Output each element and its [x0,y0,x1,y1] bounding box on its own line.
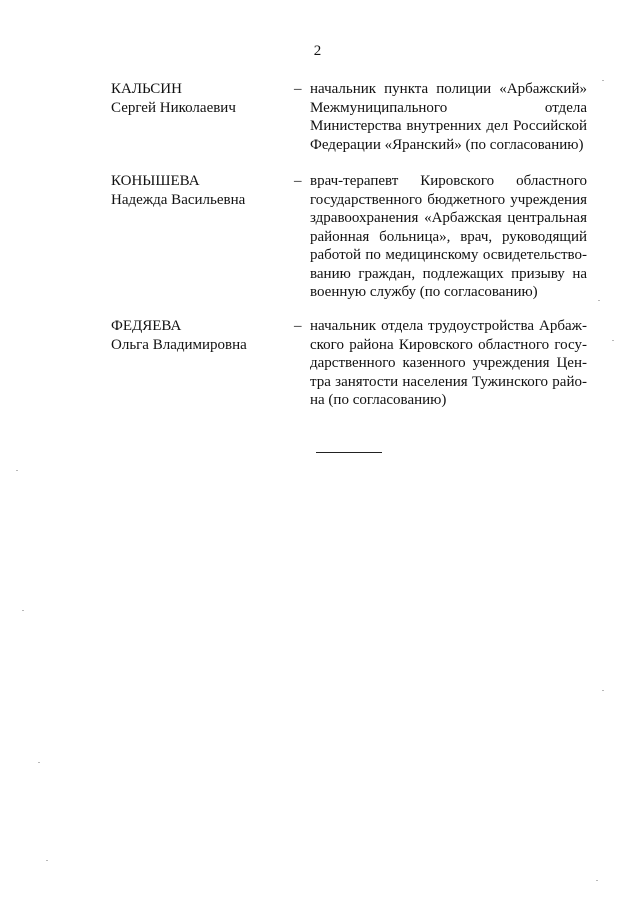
dash-separator: – [294,173,302,189]
member-entry-kalsin [111,80,591,160]
member-entry-fedyaeva [111,317,591,412]
member-name [111,317,281,354]
scan-speck [602,80,604,81]
member-name [111,80,281,117]
dash-separator: – [294,81,302,97]
member-entry-konysheva [111,172,591,302]
member-position: врач-терапевт Кировского областного государственного бюджетного учреждения здравоохранения «Арбажская центральная районная больница», врач, руководящий работой по медицинскому освидетельствованию граждан, подлежащих призыву на военную службу (по согласованию) [310,173,587,300]
member-name [111,172,281,209]
member-surname: КОНЫШЕВА [111,173,200,189]
member-given-names: Ольга Владимировна [111,336,247,353]
dash-separator: – [294,318,302,334]
scan-speck [602,690,604,691]
member-surname: ФЕДЯЕВА [111,318,182,334]
scan-speck [598,300,600,301]
member-given-names: Надежда Васильевна [111,191,246,208]
end-of-list-rule [316,452,382,453]
member-position: начальник пункта полиции «Арбажский» Межмуниципального отдела Министерства внутренних дел Российской Федерации «Яранский» (по согласованию) [310,81,587,153]
member-position: начальник отдела трудоустройства Арбажского района Кировского областного государственного казенного учреждения Центра занятости населения Тужинского района (по согласованию) [310,318,587,408]
scan-speck [16,470,18,471]
scan-speck [596,880,598,881]
scan-speck [46,860,48,861]
member-surname: КАЛЬСИН [111,81,182,97]
scan-speck [22,610,24,611]
page-number: 2 [313,43,322,59]
scan-speck [612,340,614,341]
scan-speck [38,762,40,763]
member-given-names: Сергей Николаевич [111,99,236,116]
